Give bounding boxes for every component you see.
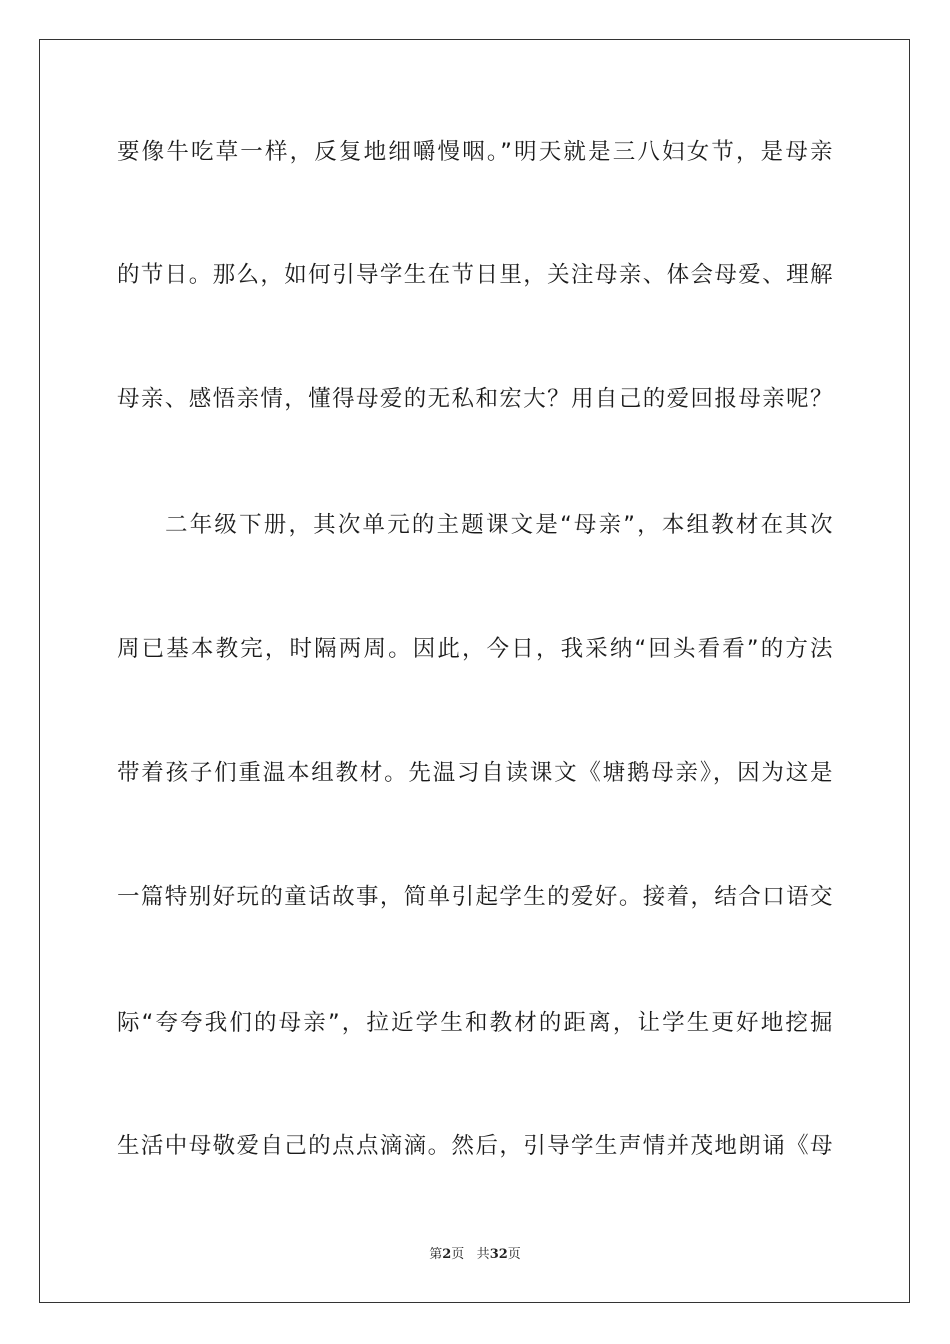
body-line-9: 生活中母敬爱自己的点点滴滴。然后，引导学生声情并茂地朗诵《母 xyxy=(117,1133,833,1159)
body-line-4-paragraph-start: 二年级下册，其次单元的主题课文是“母亲”，本组教材在其次 xyxy=(165,512,833,538)
body-line-7: 一篇特别好玩的童话故事，简单引起学生的爱好。接着，结合口语交 xyxy=(117,884,833,910)
body-line-3: 母亲、感悟亲情，懂得母爱的无私和宏大？用自己的爱回报母亲呢？ xyxy=(117,386,833,412)
body-line-8: 际“夸夸我们的母亲”，拉近学生和教材的距离，让学生更好地挖掘 xyxy=(117,1010,833,1036)
footer-total-suffix: 页 xyxy=(507,1247,521,1262)
footer-total-prefix: 共 xyxy=(476,1247,490,1262)
footer-page-prefix: 第 xyxy=(429,1247,443,1262)
body-line-2: 的节日。那么，如何引导学生在节日里，关注母亲、体会母爱、理解 xyxy=(117,262,833,288)
footer-page-suffix: 页 xyxy=(451,1247,465,1262)
footer-total-pages: 32 xyxy=(489,1247,508,1262)
body-line-6: 带着孩子们重温本组教材。先温习自读课文《塘鹅母亲》，因为这是 xyxy=(117,760,833,786)
footer-page-number: 2 xyxy=(442,1247,452,1262)
body-line-5: 周已基本教完，时隔两周。因此，今日，我采纳“回头看看”的方法 xyxy=(117,636,833,662)
body-line-1: 要像牛吃草一样，反复地细嚼慢咽。”明天就是三八妇女节，是母亲 xyxy=(117,139,833,165)
page-border xyxy=(39,39,910,1303)
page-footer xyxy=(0,1246,950,1264)
